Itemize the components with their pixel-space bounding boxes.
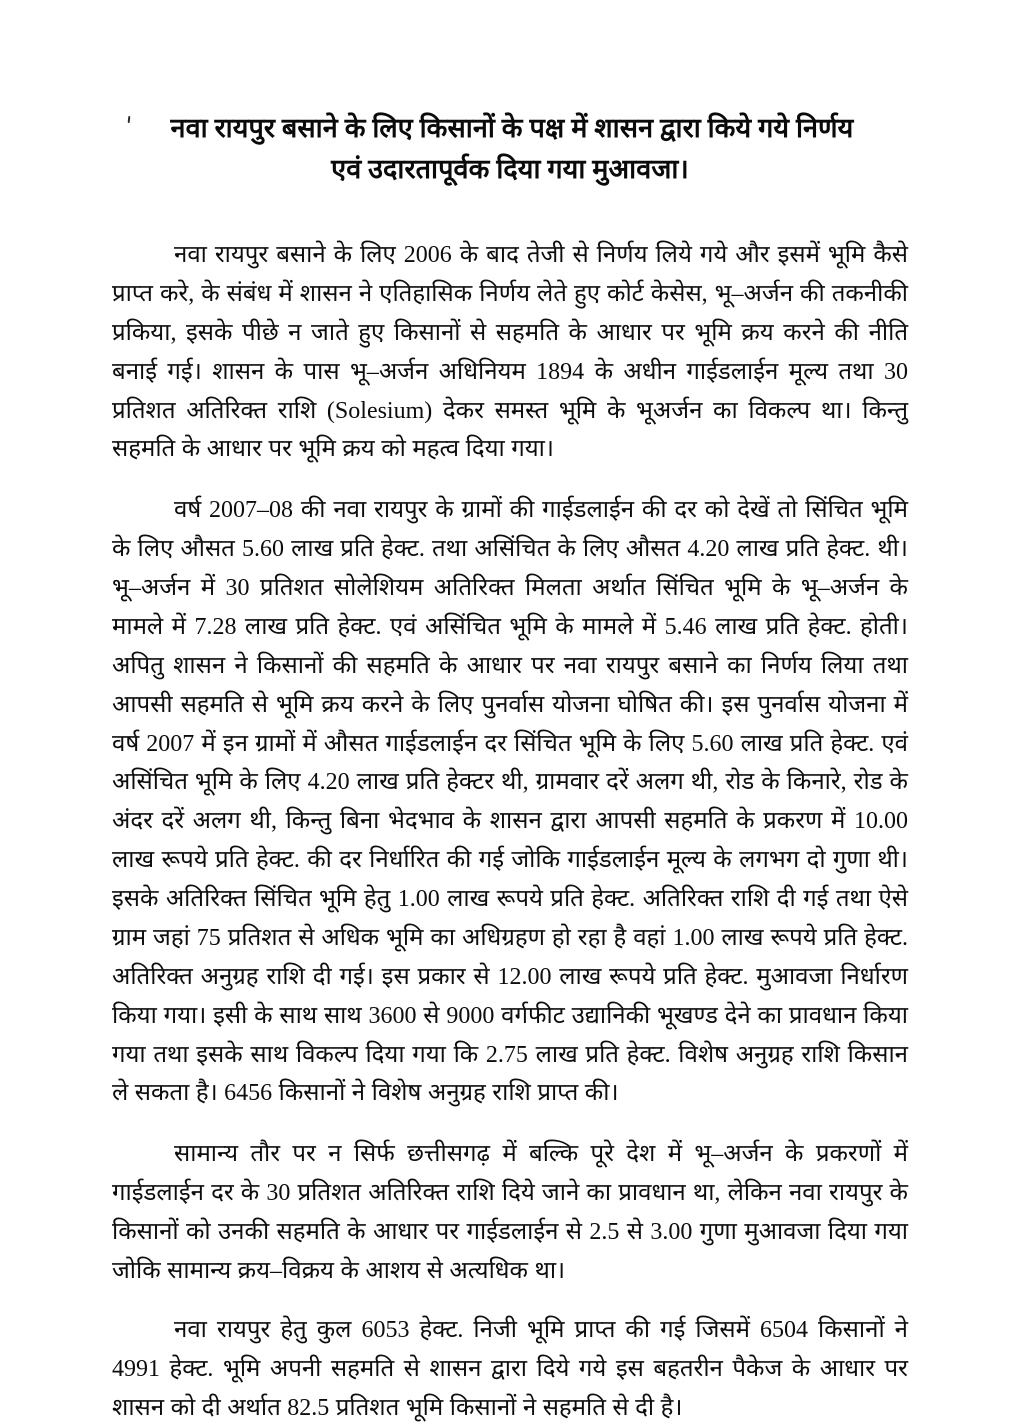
page-title-line-2: एवं उदारतापूर्वक दिया गया मुआवजा। — [331, 154, 689, 185]
paragraph-4: नवा रायपुर हेतु कुल 6053 हेक्ट. निजी भूमि प्राप्त की गई जिसमें 6504 किसानों ने 4991 हेक्ट. भूमि अपनी सहमति से शासन द्वारा दिये गये इस बहतरीन पैकेज के आधार पर शासन को दी अर्थात 82.5 प्रतिशत भूमि किसानों ने सहमति से दी है। — [112, 1316, 908, 1421]
paragraph-3: सामान्य तौर पर न सिर्फ छत्तीसगढ़ में बल्कि पूरे देश में भू–अर्जन के प्रकरणों में गाईडलाईन दर के 30 प्रतिशत अतिरिक्त राशि दिये जाने का प्रावधान था, लेकिन नवा रायपुर के किसानों को उनकी सहमति के आधार पर गाईडलाईन से 2.5 से 3.00 गुणा मुआवजा दिया गया जोकि सामान्य क्रय–विक्रय के आशय से अत्यधिक था। — [112, 1141, 908, 1284]
paragraph-1: नवा रायपुर बसाने के लिए 2006 के बाद तेजी से निर्णय लिये गये और इसमें भूमि कैसे प्राप्त करे, के संबंध में शासन ने एतिहासिक निर्णय लेते हुए कोर्ट केसेस, भू–अर्जन की तकनीकी प्रकिया, इसके पीछे न जाते हुए किसानों से सहमति के आधार पर भूमि क्रय करने की नीति बनाई गई। शासन के पास भू–अर्जन अधिनियम 1894 के अधीन गाईडलाईन मूल्य तथा 30 प्रतिशत अतिरिक्त राशि (Solesium) देकर समस्त भूमि के भूअर्जन का विकल्प था। किन्तु सहमति के आधार पर भूमि क्रय को महत्व दिया गया। — [112, 242, 908, 463]
document-content — [112, 0, 908, 1427]
page-title — [112, 0, 908, 190]
page-title-line-1-text: नवा रायपुर बसाने के लिए किसानों के पक्ष में शासन द्वारा किये गये निर्णय — [170, 113, 854, 143]
page-title-line-1 — [112, 108, 908, 149]
document-body — [112, 236, 908, 1427]
paragraph-2: वर्ष 2007–08 की नवा रायपुर के ग्रामों की गाईडलाईन की दर को देखें तो सिंचित भूमि के लिए औसत 5.60 लाख प्रति हेक्ट. तथा असिंचित के लिए औसत 4.20 लाख प्रति हेक्ट. थी। भू–अर्जन में 30 प्रतिशत सोलेशियम अतिरिक्त मिलता अर्थात सिंचित भूमि के भू–अर्जन के मामले में 7.28 लाख प्रति हेक्ट. एवं असिंचित भूमि के मामले में 5.46 लाख प्रति हेक्ट. होती। अपितु शासन ने किसानों की सहमति के आधार पर नवा रायपुर बसाने का निर्णय लिया तथा आपसी सहमति से भूमि क्रय करने के लिए पुनर्वास योजना घोषित की। इस पुनर्वास योजना में वर्ष 2007 में इन ग्रामों में औसत गाईडलाईन दर सिंचित भूमि के लिए 5.60 लाख प्रति हेक्ट. एवं असिंचित भूमि के लिए 4.20 लाख प्रति हेक्टर थी, ग्रामवार दरें अलग थी, रोड के किनारे, रोड के अंदर दरें अलग थी, किन्तु बिना भेदभाव के शासन द्वारा आपसी सहमति के प्रकरण में 10.00 लाख रूपये प्रति हेक्ट. की दर निर्धारित की गई जोकि गाईडलाईन मूल्य के लगभग दो गुणा थी। इसके अतिरिक्त सिंचित भूमि हेतु 1.00 लाख रूपये प्रति हेक्ट. अतिरिक्त राशि दी गई तथा ऐसे ग्राम जहां 75 प्रतिशत से अधिक भूमि का अधिग्रहण हो रहा है वहां 1.00 लाख रूपये प्रति हेक्ट. अतिरिक्त अनुग्रह राशि दी गई। इस प्रकार से 12.00 लाख रूपये प्रति हेक्ट. मुआवजा निर्धारण किया गया। इसी के साथ साथ 3600 से 9000 वर्गफीट उद्यानिकी भूखण्ड देने का प्रावधान किया गया तथा इसके साथ विकल्प दिया गया कि 2.75 लाख प्रति हेक्ट. विशेष अनुग्रह राशि किसान ले सकता है। 6456 किसानों ने विशेष अनुग्रह राशि प्राप्त की। — [112, 497, 908, 1107]
scan-speck-artifact — [128, 116, 131, 123]
